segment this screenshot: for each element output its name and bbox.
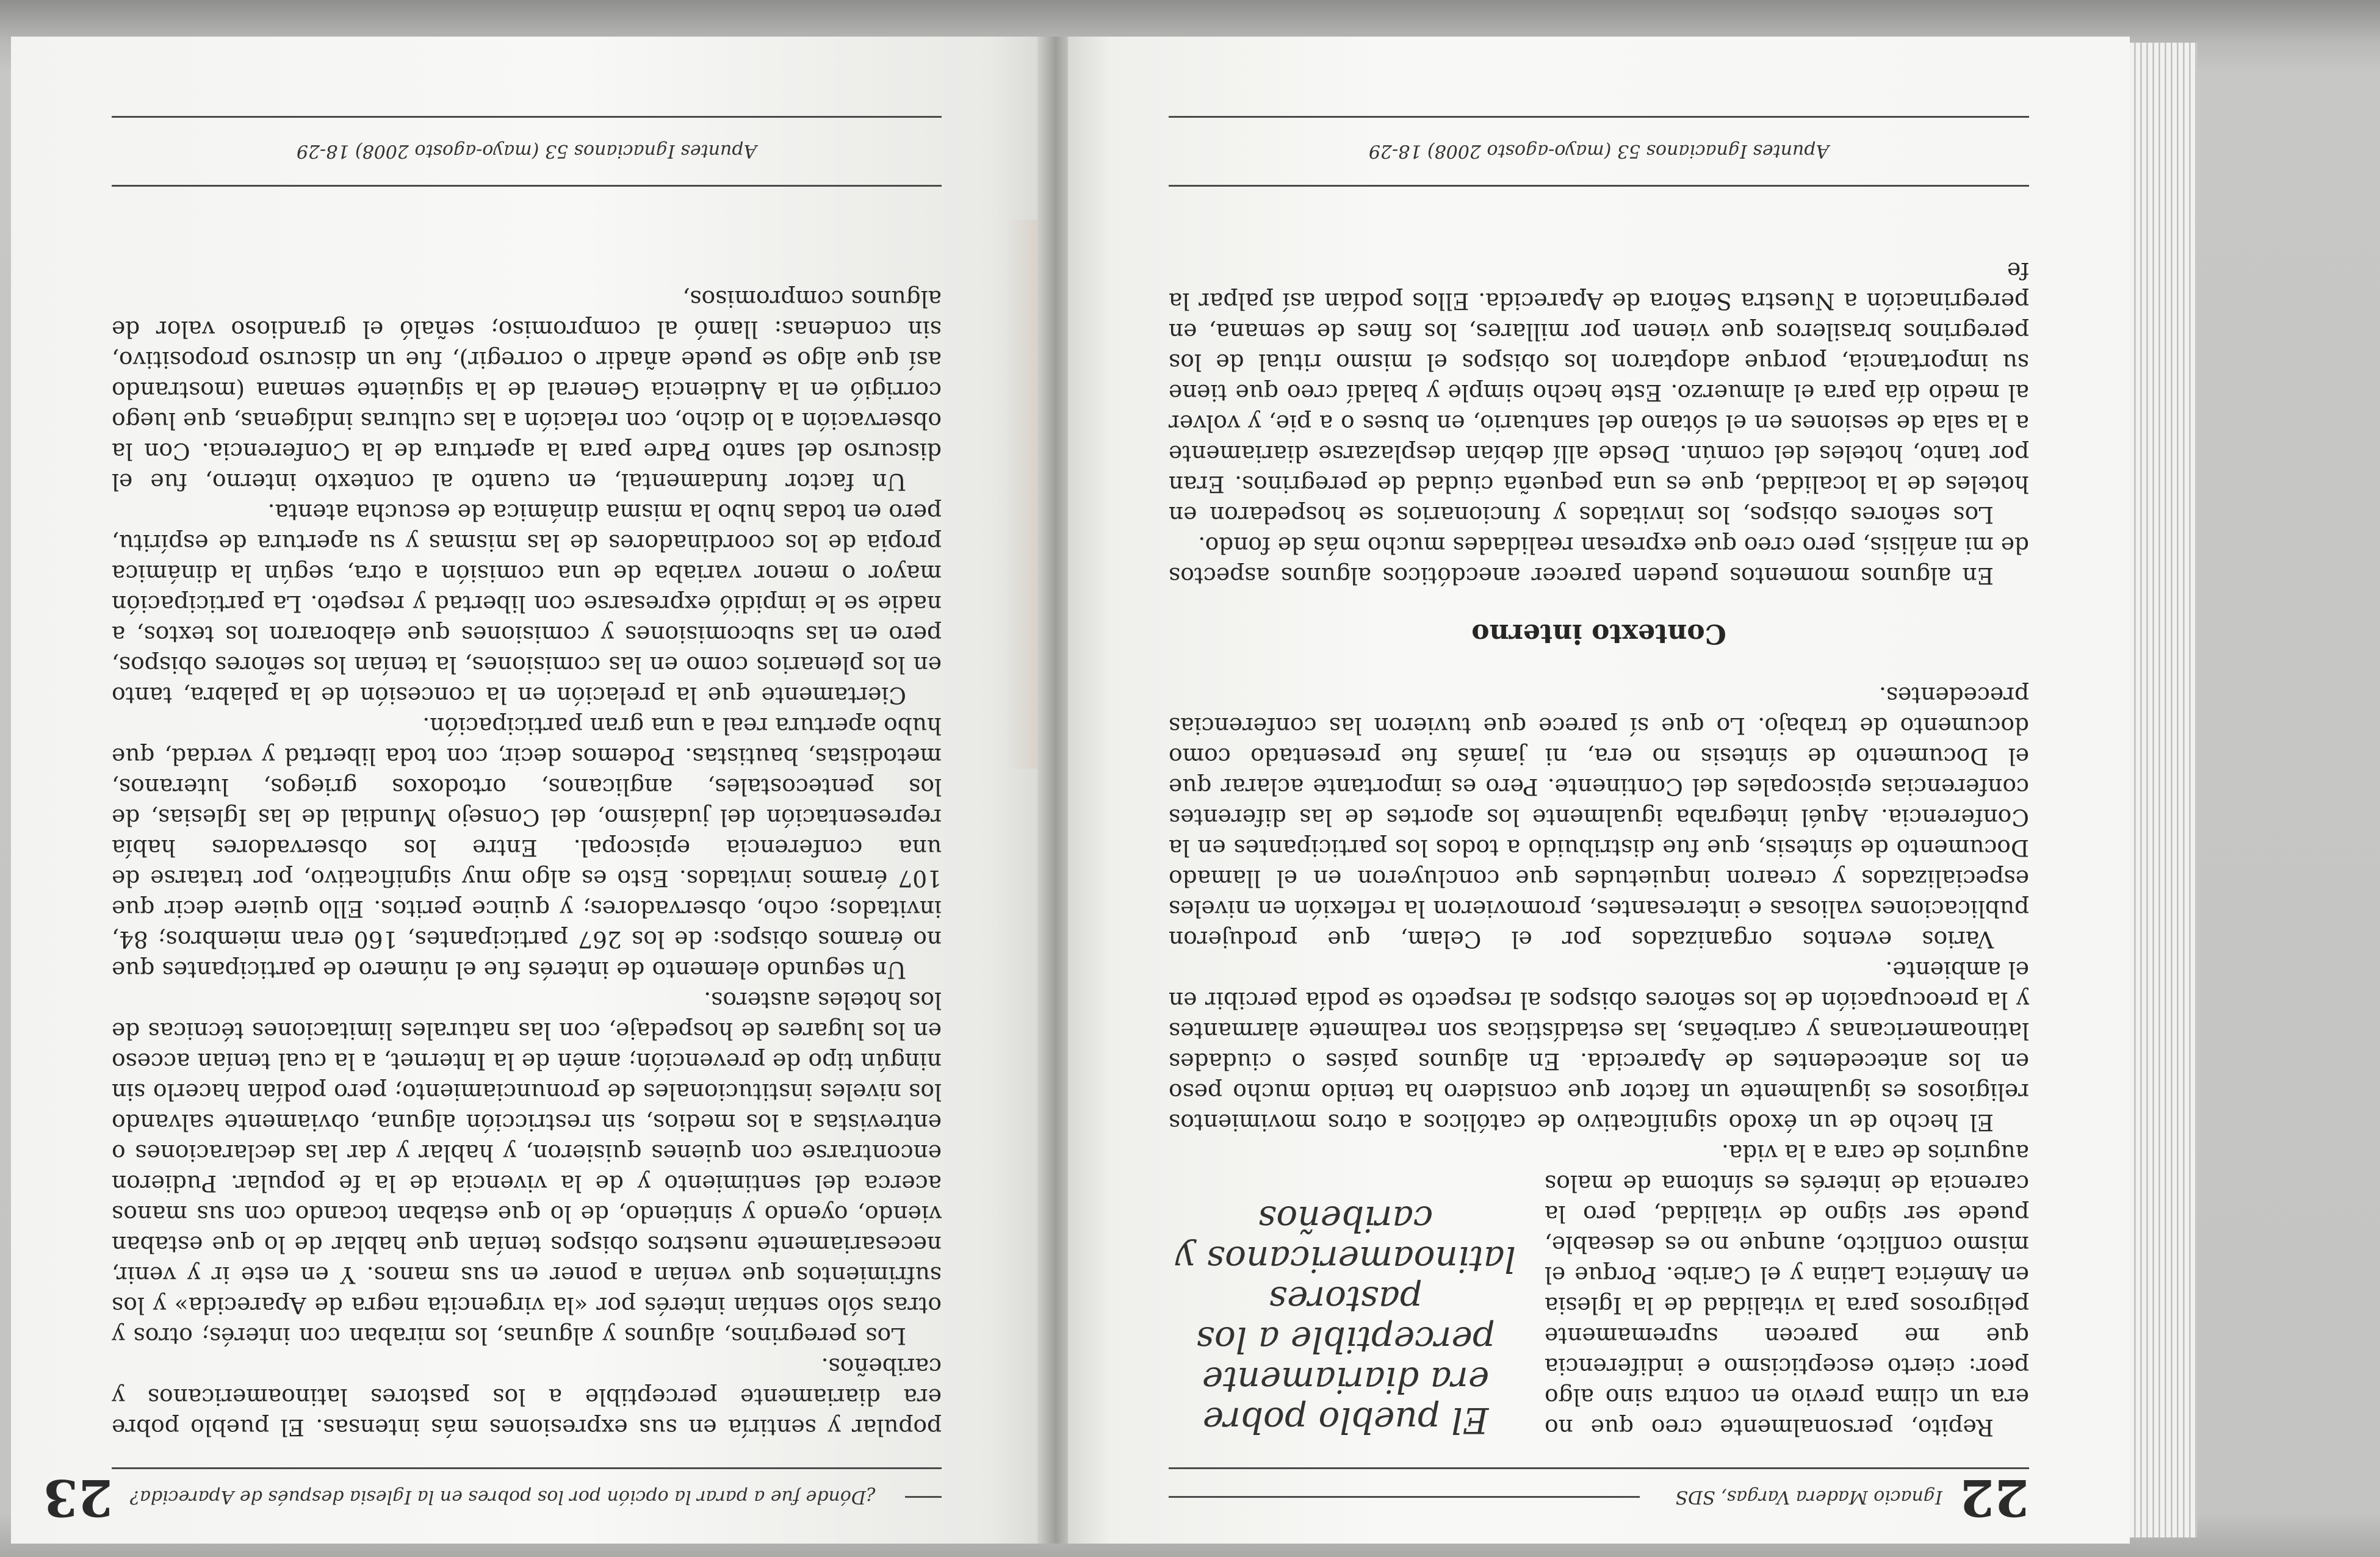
right-page-footer: [1169, 116, 2029, 187]
paragraph: Los señores obispos, los invitados y funcionarios se hospedaron en hoteles de la localidad, que es una pequeña ciudad de peregrinos. Eran por tanto, hoteles del común. Desde allí debían desplazarse diariamente a la sala de sesiones en el sótano del santuario, en buses o a pie, y volver al medio día para el almuerzo. Este hecho simple y baladí creo que tiene su importancia, porque adoptaron los obispos el mismo ritual de los peregrinos brasileros que vienen por millares, los fines de semana, en peregrinación a Nuestra Señora de Aparecida. Ellos podían así palpar la fe: [1169, 257, 2029, 528]
right-page-content: [1169, 116, 2029, 1525]
paragraph: Los peregrinos, algunos y algunas, los miraban con interés; otros y otras sólo sentían interés por «la virgencita negra de Aparecida» y los sufrimientos que venían a poner en sus manos. Y en este ir y venir, necesariamente nuestros obispos tenían que hablar de lo que estaban viendo, oyendo y sintiendo, de lo que estaban tocando con sus manos acerca del sentimiento y de la vivencia de la fe popular. Pudieron encontrarse con quienes quisieron, y hablar y dar las declaraciones o entrevistas a los medios, sin restricción alguna, obviamente salvando los niveles institucionales de pronunciamiento; pero podían hacerlo sin ningún tipo de prevención; amén de la Internet, a la cual tenían acceso en los lugares de hospedaje, con las naturales limitaciones técnicas de los hoteles austeros.: [112, 987, 942, 1350]
right-page-body: [1169, 256, 2029, 1443]
left-page-footer: [112, 116, 942, 187]
page-number: 22: [1959, 1468, 2029, 1526]
left-page: [11, 37, 1042, 1544]
right-page-header: [1169, 1467, 2029, 1525]
paragraph: Ciertamente que la prelación en la concesión de la palabra, tanto en los plenarios como en las comisiones, la tenían los señores obispos, pero en las subcomisiones y comisiones que elaboraron los textos, a nadie se le impidió expresarse con libertad y respeto. La participación mayor o menor variaba de una comisión a otra, según la dinámica propia de los coordinadores de las mismas y su apertura de espíritu, pero en todas hubo la misma dinámica de escucha atenta.: [112, 499, 942, 709]
header-rule: [1169, 1497, 1640, 1498]
left-page-header: [43, 1467, 942, 1526]
section-heading: Contexto interno: [1471, 618, 1726, 649]
header-rule: [905, 1497, 942, 1498]
paragraph: Varios eventos organizados por el Celam, que produjeron publicaciones valiosas e interesantes, promovieron la reflexión en niveles especializados y crearon inquietudes que concluyeron en el llamado Documento de síntesis, que fue distribuido a todos los participantes en la Conferencia. Aquél integraba igualmente los aportes de las diferentes conferencias episcopales del Continente. Pero es importante aclarar que el Documento de síntesis no era, ni jamás fue presentado como documento de trabajo. Lo que sí parece que tuvieron las conferencias precedentes.: [1169, 682, 2029, 953]
pull-quote: El pueblo pobre era diariamente perceptible a los pastores latinoamericanos y caribeños: [1175, 1198, 1516, 1441]
paragraph: Un factor fundamental, en cuanto al contexto interno, fue el discurso del santo Padre para la apertura de la Conferencia. Con la observación a lo dicho, con relación a las culturas indígenas, que luego corrigió en la Audiencia General de la siguiente semana (mostrando así que algo se puede añadir o corregir), fue un discurso propositivo, sin condenas: llamó al compromiso; señaló el grandioso valor de algunos compromisos,: [112, 286, 942, 495]
running-head: ¿Dónde fue a parar la opción por los pobres en la Iglesia después de Aparecida?: [129, 1486, 876, 1508]
footer-citation: Apuntes Ignacianos 53 (mayo-agosto 2008) 18-29: [296, 140, 757, 162]
paragraph: En algunos momentos pueden parecer anecdóticos algunos aspectos de mi análisis, pero creo que expresan realidades mucho más de fondo.: [1169, 532, 2029, 589]
left-page-upside-down: [11, 37, 1042, 1544]
paragraph: Repito, personalmente creo que no era un clima previo en contra sino algo peor: cierto escepticismo e indiferencia que me parecen supremamente peligrosos para la vitalidad de la Iglesia en América Latina y el Caribe. Porque el mismo conflicto, aunque no es deseable, puede ser signo de vitalidad, pero la carencia de interés es síntoma de malos augurios de cara a la vida.: [1545, 1140, 2029, 1441]
running-head: Ignacio Madera Vargas, SDS: [1675, 1486, 1942, 1508]
paragraph: El hecho de un éxodo significativo de católicos a otros movimientos religiosos es igualmente un factor que considero ha tenido mucho peso en los antecedentes de Aparecida. En algunos países o ciudades latinoamericanas y caribeñas, las estadísticas son realmente alarmantes y la preocupación de los señores obispos al respecto se podía percibir en el ambiente.: [1169, 957, 2029, 1136]
right-page-upside-down: [1068, 37, 2130, 1544]
paragraph: popular y sentiría en sus expresiones más intensas. El pueblo pobre era diariamente perceptible a los pastores latinoamericanos y caribeños.: [112, 1353, 942, 1441]
left-page-body: [112, 284, 942, 1443]
left-page-content: [43, 116, 942, 1526]
footer-citation: Apuntes Ignacianos 53 (mayo-agosto 2008) 18-29: [1368, 140, 1830, 162]
page-number: 23: [43, 1468, 113, 1526]
right-page: [1068, 37, 2130, 1544]
page-edges: [2130, 43, 2197, 1537]
paragraph: Un segundo elemento de interés fue el número de participantes que no éramos obispos: de los 267 participantes, 160 eran miembros; 84, invitados; ocho, observadores; y quince peritos. Ello quiere decir que 107 éramos invitados. Esto es algo muy significativo, por tratarse de una conferencia episcopal. Entre los observadores había representación del judaísmo, del Consejo Mundial de las Iglesias, de los pentecostales, anglicanos, ortodoxos griegos, luteranos, metodistas, bautistas. Podemos decir, con toda libertad y verdad, que hubo apertura real a una gran participación.: [112, 713, 942, 983]
